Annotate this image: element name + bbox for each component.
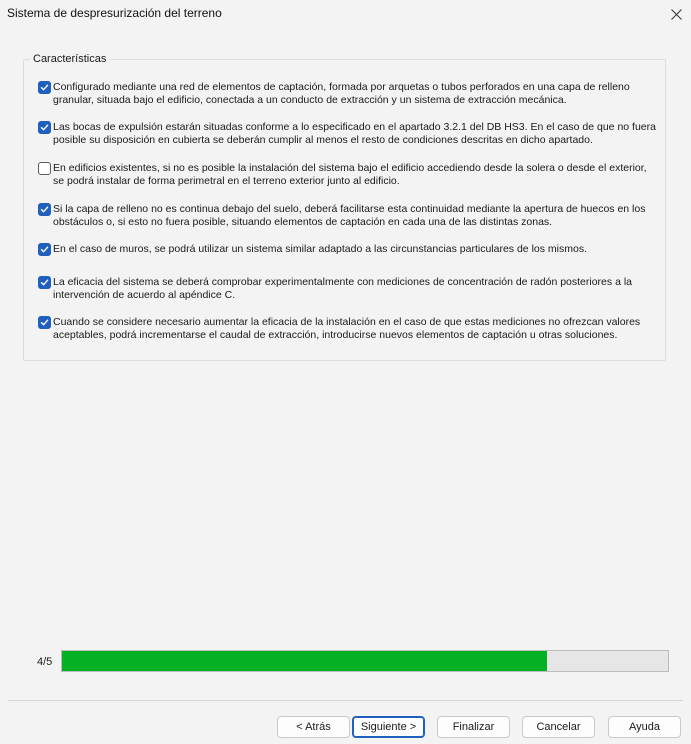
checkbox[interactable] [38, 121, 51, 134]
checkmark-icon [40, 318, 49, 327]
close-icon [671, 9, 682, 20]
progress-bar [61, 650, 669, 672]
progress-fill [62, 651, 547, 671]
checkmark-icon [40, 245, 49, 254]
checkbox[interactable] [38, 203, 51, 216]
checkbox-label: En edificios existentes, si no es posible la instalación del sistema bajo el edificio accediendo desde la solera o desde el exterior, se podrá instalar de forma perimetral en el terreno exterior junto al edificio. [53, 162, 647, 187]
checkmark-icon [40, 278, 49, 287]
checkbox-label: Si la capa de relleno no es continua debajo del suelo, deberá facilitarse esta continuidad mediante la apertura de huecos en los obstáculos o, si esto no fuera posible, situando elementos de captación en cada una de las distintas zonas. [53, 203, 646, 228]
checkmark-icon [40, 205, 49, 214]
footer-divider [8, 700, 683, 701]
checkbox[interactable] [38, 162, 51, 175]
checkbox[interactable] [38, 316, 51, 329]
help-button[interactable]: Ayuda [608, 716, 681, 738]
checkbox-label: En el caso de muros, se podrá utilizar un sistema similar adaptado a las circunstancias particulares de los mismos. [53, 243, 587, 255]
group-legend: Características [30, 53, 109, 65]
checkbox-label: La eficacia del sistema se deberá comprobar experimentalmente con mediciones de concentración de radón posteriores a la intervención de acuerdo al apéndice C. [53, 276, 632, 301]
checkmark-icon [40, 123, 49, 132]
cancel-button[interactable]: Cancelar [522, 716, 595, 738]
checkbox[interactable] [38, 243, 51, 256]
checkbox[interactable] [38, 276, 51, 289]
checkmark-icon [40, 83, 49, 92]
checkbox[interactable] [38, 81, 51, 94]
checkbox-label: Configurado mediante una red de elementos de captación, formada por arquetas o tubos perforados en una capa de relleno granular, situada bajo el edificio, conectada a un conducto de extracción y un sistema de extracción mecánica. [53, 81, 630, 106]
checkbox-label: Las bocas de expulsión estarán situadas conforme a lo especificado en el apartado 3.2.1 del DB HS3. En el caso de que no fuera posible su disposición en cubierta se deberán cumplir al menos el resto de condiciones descritas en dicho apartado. [53, 121, 656, 146]
finish-button[interactable]: Finalizar [437, 716, 510, 738]
back-button[interactable]: < Atrás [277, 716, 350, 738]
checkbox-label: Cuando se considere necesario aumentar la eficacia de la instalación en el caso de que estas mediciones no ofrezcan valores aceptables, podrá incrementarse el caudal de extracción, introducirse nuevos elementos de captación u otras soluciones. [53, 316, 641, 341]
window-title: Sistema de despresurización del terreno [7, 6, 222, 20]
close-button[interactable] [662, 0, 691, 28]
next-button[interactable]: Siguiente > [352, 716, 425, 738]
title-bar [0, 0, 691, 28]
progress-step-label: 4/5 [37, 656, 53, 668]
